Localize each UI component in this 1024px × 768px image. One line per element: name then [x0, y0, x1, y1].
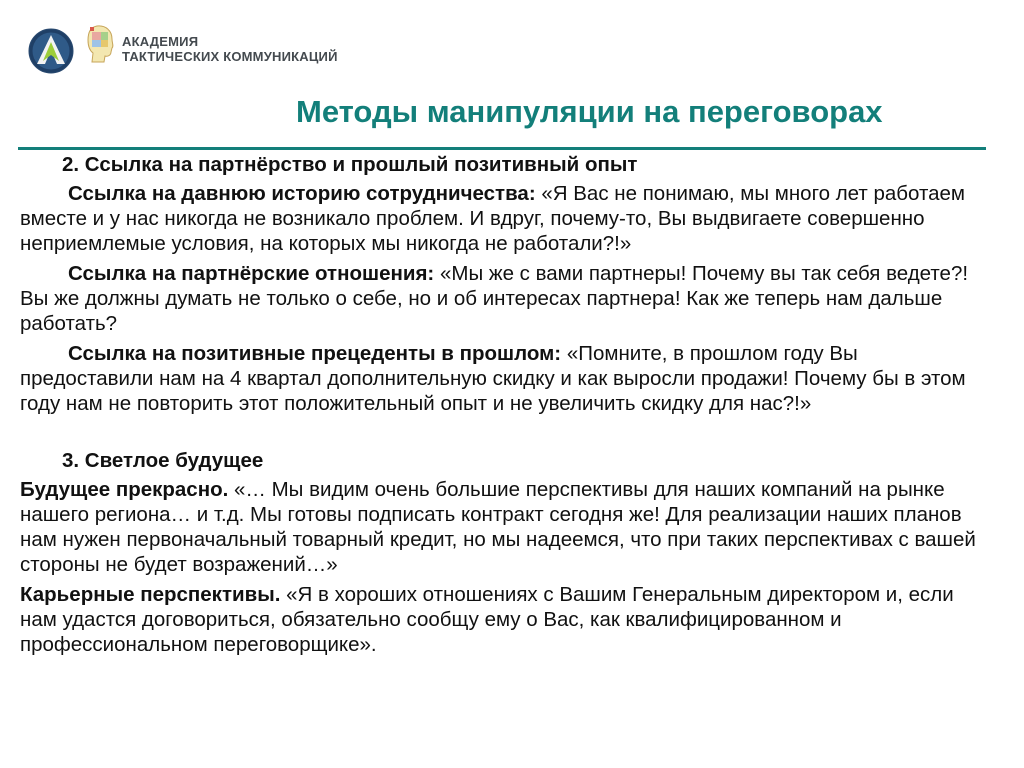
academy-logo-icon	[28, 28, 74, 74]
text-positive-precedents: «Помните, в прошлом году Вы предоставили нам на 4 квартал дополнительную скидку и как выросли продажи! Почему бы в этом году нам не повторить этот положительный опыт и не увеличить скидку для нас?!»	[20, 342, 966, 415]
section-spacer	[20, 421, 984, 448]
term-cooperation-history: Ссылка на давнюю историю сотрудничества:	[68, 182, 536, 205]
term-beautiful-future: Будущее прекрасно.	[20, 478, 229, 501]
slide-body	[20, 152, 984, 662]
organization-name-line1: АКАДЕМИЯ	[122, 34, 199, 49]
text-cooperation-history: «Я Вас не понимаю, мы много лет работаем вместе и у нас никогда не возникало проблем. И вдруг, почему-то, Вы выдвигаете совершенно неприемлемые условия, на которых мы никогда не работали?!»	[20, 182, 966, 255]
organization-name	[122, 34, 338, 64]
page-title: Методы манипуляции на переговорах	[296, 94, 883, 129]
title-divider	[18, 147, 986, 150]
head-profile-icon	[84, 24, 116, 64]
section-heading-partnership: 2. Ссылка на партнёрство и прошлый позитивный опыт	[62, 153, 638, 176]
section-heading-bright-future: 3. Светлое будущее	[62, 449, 264, 472]
paragraph-partner-relations	[20, 261, 984, 336]
term-partner-relations: Ссылка на партнёрские отношения:	[68, 262, 435, 285]
paragraph-cooperation-history	[20, 181, 984, 256]
paragraph-positive-precedents	[20, 341, 984, 416]
text-beautiful-future: «… Мы видим очень большие перспективы для наших компаний на рынке нашего региона… и т.д. Мы готовы подписать контракт сегодня же! Для реализации наших планов нам нужен первоначальный товарный кредит, но мы надеемся, что при таких перспективах с вашей стороны не будет возражений…»	[20, 478, 976, 576]
organization-name-line2: ТАКТИЧЕСКИХ КОММУНИКАЦИЙ	[122, 49, 338, 64]
term-positive-precedents: Ссылка на позитивные прецеденты в прошлом:	[68, 342, 562, 365]
paragraph-career-prospects	[20, 582, 984, 657]
text-partner-relations: «Мы же с вами партнеры! Почему вы так себя ведете?! Вы же должны думать не только о себе, но и об интересах партнера! Как же теперь нам дальше работать?	[20, 262, 969, 335]
term-career-prospects: Карьерные перспективы.	[20, 583, 281, 606]
paragraph-beautiful-future	[20, 477, 984, 577]
text-career-prospects: «Я в хороших отношениях с Вашим Генеральным директором и, если нам удастся договориться, обязательно сообщу ему о Вас, как квалифицированном и профессиональном переговорщике».	[20, 583, 954, 656]
